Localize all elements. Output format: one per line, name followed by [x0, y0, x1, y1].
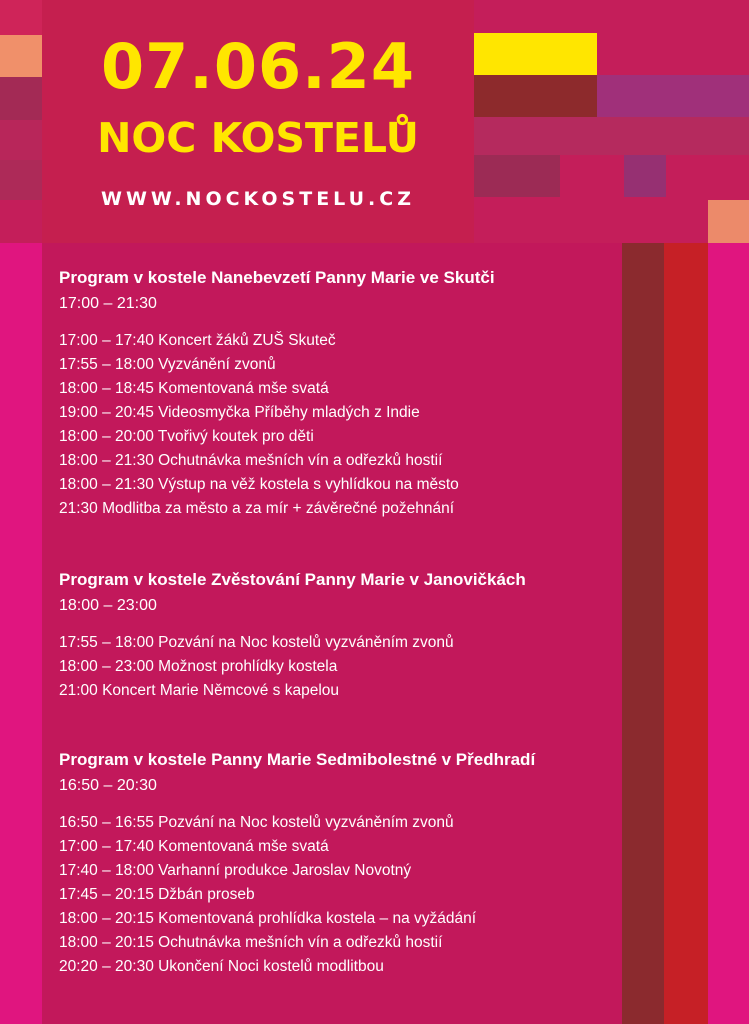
header-box — [42, 0, 474, 243]
deco-left-rose — [0, 120, 42, 160]
bg-right-stripe-red — [664, 243, 708, 1024]
program-item: 19:00 – 20:45 Videosmyčka Příběhy mladých z Indie — [59, 404, 420, 421]
deco-yellow-block — [474, 33, 597, 75]
program-panel — [42, 243, 622, 1024]
deco-salmon-square — [708, 200, 749, 243]
deco-left-dark — [0, 160, 42, 200]
deco-left-crimson — [0, 0, 42, 35]
program-section-janovicky — [59, 569, 619, 703]
program-item: 17:00 – 17:40 Koncert žáků ZUŠ Skuteč — [59, 332, 336, 349]
deco-left-plum — [0, 77, 42, 120]
program-item: 18:00 – 20:15 Ochutnávka mešních vín a odřezků hostií — [59, 934, 443, 951]
program-item: 21:30 Modlitba za město a za mír + závěrečné požehnání — [59, 500, 455, 517]
program-item: 17:55 – 18:00 Vyzvánění zvonů — [59, 356, 276, 373]
program-section-predhradi — [59, 749, 619, 979]
program-item: 18:00 – 21:30 Ochutnávka mešních vín a odřezků hostií — [59, 452, 443, 469]
program-item: 21:00 Koncert Marie Němcové s kapelou — [59, 682, 340, 699]
bg-right-stripe-magenta — [708, 243, 749, 1024]
event-title: NOC KOSTELŮ — [97, 114, 419, 162]
section-title: Program v kostele Panny Marie Sedmibolestné v Předhradí — [59, 750, 536, 769]
program-item: 18:00 – 20:00 Tvořivý koutek pro děti — [59, 428, 314, 445]
deco-violet-square — [624, 155, 666, 197]
section-title: Program v kostele Zvěstování Panny Marie v Janovičkách — [59, 570, 526, 589]
deco-purple-block — [597, 75, 749, 117]
program-item: 17:55 – 18:00 Pozvání na Noc kostelů vyzváněním zvonů — [59, 634, 454, 651]
program-item: 18:00 – 23:00 Možnost prohlídky kostela — [59, 658, 338, 675]
program-item: 18:00 – 18:45 Komentovaná mše svatá — [59, 380, 329, 397]
program-item: 18:00 – 21:30 Výstup na věž kostela s vyhlídkou na město — [59, 476, 459, 493]
event-url[interactable]: WWW.NOCKOSTELU.CZ — [101, 188, 415, 210]
bg-left-strip — [0, 243, 42, 1024]
program-item: 17:45 – 20:15 Džbán proseb — [59, 886, 255, 903]
program-item: 18:00 – 20:15 Komentovaná prohlídka kostela – na vyžádání — [59, 910, 477, 927]
program-item: 20:20 – 20:30 Ukončení Noci kostelů modlitbou — [59, 958, 384, 975]
program-section-skutec — [59, 267, 619, 521]
section-title: Program v kostele Nanebevzetí Panny Marie ve Skutči — [59, 268, 495, 287]
section-time: 16:50 – 20:30 — [59, 777, 157, 794]
program-item: 17:00 – 17:40 Komentovaná mše svatá — [59, 838, 329, 855]
bg-right-stripe-maroon — [622, 243, 664, 1024]
program-items — [59, 631, 619, 703]
deco-maroon-block — [474, 75, 597, 117]
program-items — [59, 329, 619, 521]
program-item: 17:40 – 18:00 Varhanní produkce Jaroslav Novotný — [59, 862, 412, 879]
deco-plum-band — [474, 117, 749, 155]
deco-dark-plum — [474, 155, 560, 197]
event-date: 07.06.24 — [101, 30, 415, 103]
program-items — [59, 811, 619, 979]
program-item: 16:50 – 16:55 Pozvání na Noc kostelů vyzváněním zvonů — [59, 814, 454, 831]
deco-left-salmon — [0, 35, 42, 77]
section-time: 18:00 – 23:00 — [59, 597, 157, 614]
section-time: 17:00 – 21:30 — [59, 295, 157, 312]
